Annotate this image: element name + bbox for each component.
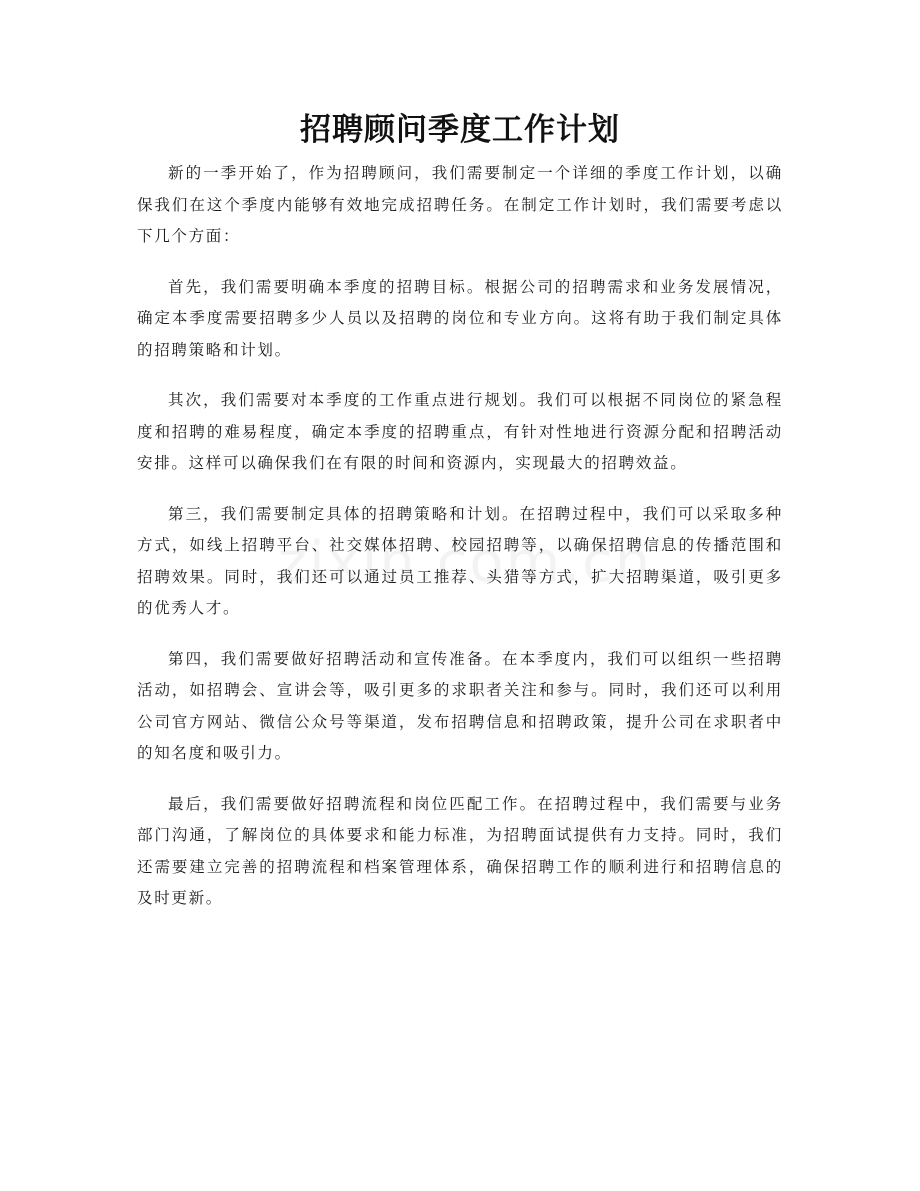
document-title: 招聘顾问季度工作计划	[300, 112, 620, 148]
paragraph-first: 首先，我们需要明确本季度的招聘目标。根据公司的招聘需求和业务发展情况，确定本季度需要招聘多少人员以及招聘的岗位和专业方向。这将有助于我们制定具体的招聘策略和计划。	[137, 277, 783, 359]
paragraph-fourth: 第四，我们需要做好招聘活动和宣传准备。在本季度内，我们可以组织一些招聘活动，如招聘会、宣讲会等，吸引更多的求职者关注和参与。同时，我们还可以利用公司官方网站、微信公众号等渠道，发布招聘信息和招聘政策，提升公司在求职者中的知名度和吸引力。	[137, 649, 783, 762]
paragraph-intro: 新的一季开始了，作为招聘顾问，我们需要制定一个详细的季度工作计划，以确保我们在这个季度内能够有效地完成招聘任务。在制定工作计划时，我们需要考虑以下几个方面：	[137, 164, 783, 245]
paragraph-third: 第三，我们需要制定具体的招聘策略和计划。在招聘过程中，我们可以采取多种方式，如线上招聘平台、社交媒体招聘、校园招聘等，以确保招聘信息的传播范围和招聘效果。同时，我们还可以通过员工推荐、头猎等方式，扩大招聘渠道，吸引更多的优秀人才。	[137, 504, 783, 617]
document-body	[137, 158, 783, 934]
paragraph-last: 最后，我们需要做好招聘流程和岗位匹配工作。在招聘过程中，我们需要与业务部门沟通，了解岗位的具体要求和能力标准，为招聘面试提供有力支持。同时，我们还需要建立完善的招聘流程和档案管理体系，确保招聘工作的顺利进行和招聘信息的及时更新。	[137, 794, 783, 907]
paragraph-second: 其次，我们需要对本季度的工作重点进行规划。我们可以根据不同岗位的紧急程度和招聘的难易程度，确定本季度的招聘重点，有针对性地进行资源分配和招聘活动安排。这样可以确保我们在有限的时间和资源内，实现最大的招聘效益。	[137, 391, 783, 472]
